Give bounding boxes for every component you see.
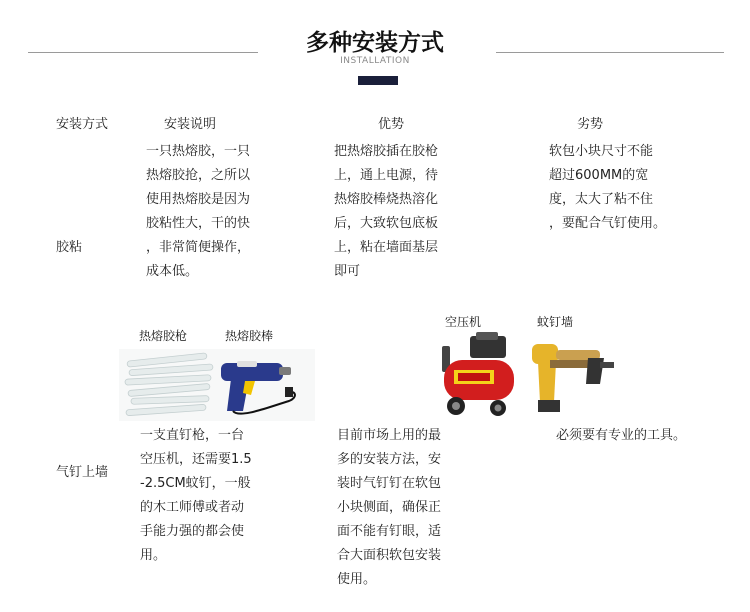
row-air-nail-description: 一支直钉枪，一台 空压机，还需要1.5 -2.5CM蚊钉，一般 的木工师傅或者动 手能力强的都会使 用。 — [140, 428, 252, 563]
column-header-description: 安装说明 — [164, 117, 217, 132]
row-glue-description: 一只热熔胶，一只 热熔胶抢，之所以 使用热熔胶是因为 胶粘性大，干的快 ，非常简便操作， 成本低。 — [146, 144, 251, 279]
column-header-disadvantage: 劣势 — [577, 117, 604, 132]
compressor-label: 空压机 — [445, 315, 482, 329]
glue-gun-label: 热熔胶枪 — [139, 329, 188, 343]
air-compressor-image — [436, 332, 520, 418]
column-header-method: 安装方式 — [56, 117, 109, 132]
glue-stick-label: 热熔胶棒 — [225, 329, 274, 343]
pin-nailer-image — [530, 340, 616, 414]
glue-gun-and-sticks-image — [119, 349, 315, 421]
row-air-nail-disadvantage: 必须要有专业的工具。 — [556, 428, 687, 443]
page-subtitle: INSTALLATION — [340, 56, 410, 66]
row-glue-disadvantage: 软包小块尺寸不能 超过600MM的宽 度，太大了粘不住 ，要配合气钉使用。 — [549, 144, 667, 231]
nailer-label: 蚊钉墙 — [537, 315, 574, 329]
page-title: 多种安装方式 — [306, 30, 444, 56]
row-glue-advantage: 把热熔胶插在胶枪 上，通上电源，待 热熔胶棒烧热溶化 后，大致软包底板 上，粘在墙面基层 即可 — [334, 144, 439, 279]
row-method-air-nail: 气钉上墙 — [56, 465, 109, 480]
column-header-advantage: 优势 — [378, 117, 405, 132]
row-air-nail-advantage: 目前市场上用的最 多的安装方法，安 装时气钉钉在软包 小块侧面，确保正 面不能有钉眼，适 合大面积软包安装 使用。 — [337, 428, 442, 587]
row-method-glue: 胶粘 — [56, 240, 83, 255]
title-accent-bar — [358, 76, 398, 85]
